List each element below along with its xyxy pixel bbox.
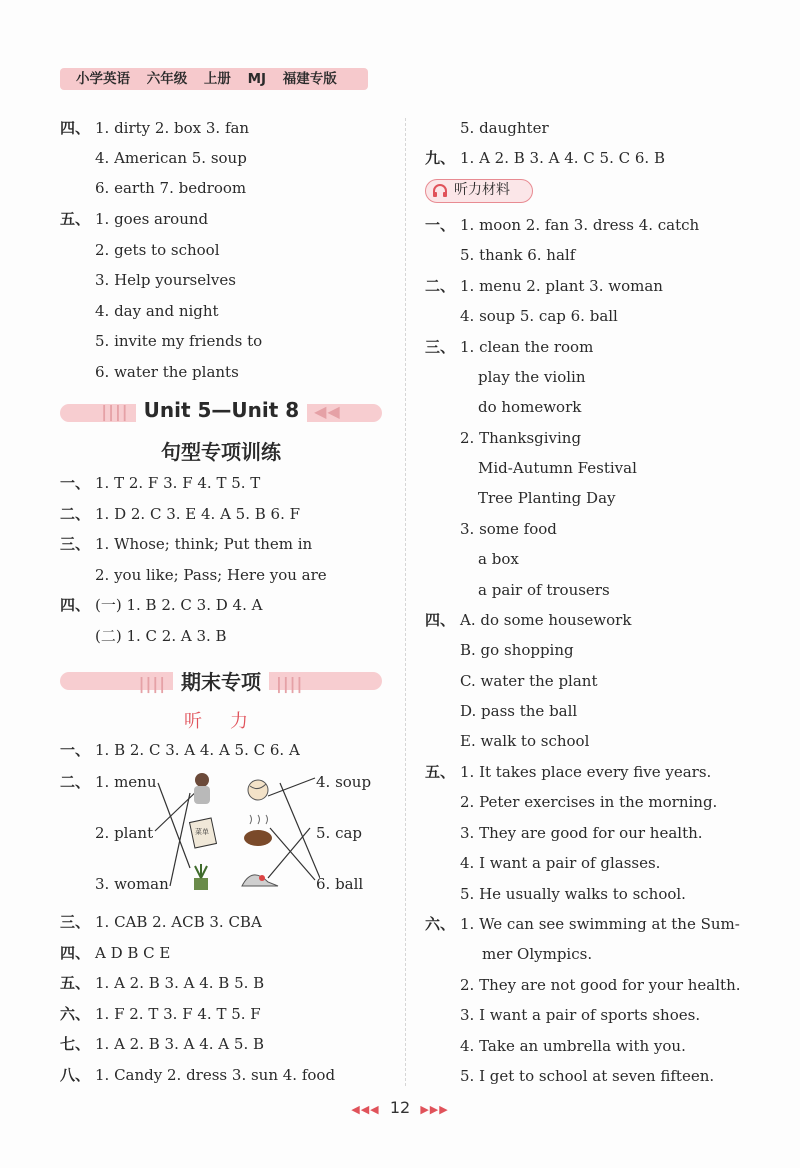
menu-picture: [190, 818, 217, 848]
rest-text-2: A D B C E: [95, 944, 171, 962]
left-s4-text-2: 4. American 5. soup: [95, 149, 247, 167]
rest-label-3: 五、: [60, 974, 91, 992]
match-line-cap: [268, 828, 310, 878]
match-line-ball: [270, 828, 315, 880]
rest-text-1: 1. CAB 2. ACB 3. CBA: [95, 913, 262, 931]
mat5-text-1: 1. It takes place every five years.: [460, 763, 712, 781]
match-line-menu: [158, 783, 190, 868]
mat3-text-1: 1. clean the room: [460, 338, 594, 356]
listening-material-tag: [425, 179, 533, 203]
mat6-text-3: 2. They are not good for your health.: [460, 976, 741, 994]
left-s5-text-6: 6. water the plants: [95, 363, 239, 381]
l2-right-2: 5. cap: [316, 824, 363, 842]
left-s5-text-2: 2. gets to school: [95, 241, 220, 259]
right-top-text-2: 1. A 2. B 3. A 4. C 5. C 6. B: [460, 149, 665, 167]
drill-text-2: 1. D 2. C 3. E 4. A 5. B 6. F: [95, 505, 301, 523]
mat5-label: 五、: [425, 763, 456, 781]
final-stripes-right: ||||: [275, 674, 304, 693]
mat6-text-6: 5. I get to school at seven fifteen.: [460, 1067, 715, 1085]
mat3-text-7: 3. some food: [460, 520, 557, 538]
left-s5-text-3: 3. Help yourselves: [95, 271, 236, 289]
unit-banner-subtitle: 句型专项训练: [161, 440, 281, 464]
mat3-text-2: play the violin: [478, 368, 586, 386]
mat6-text-2: mer Olympics.: [482, 945, 593, 963]
page-footer: [0, 1098, 800, 1117]
volleyball-picture: [248, 780, 268, 800]
left-s4-text-3: 6. earth 7. bedroom: [95, 179, 247, 197]
mat1-text-3: 1. menu 2. plant 3. woman: [460, 277, 663, 295]
l2-right-3: 6. ball: [316, 875, 364, 893]
listening-title: 听力: [184, 711, 276, 732]
banner-stripes-right: ◀◀: [314, 402, 341, 421]
column-divider: [405, 118, 406, 1086]
mat1-label-1: 一、: [425, 216, 456, 234]
rest-label-5: 七、: [60, 1035, 91, 1053]
mat6-text-4: 3. I want a pair of sports shoes.: [460, 1006, 701, 1024]
soup-picture: [244, 815, 272, 846]
header-subject: 小学英语: [76, 71, 130, 87]
rest-text-4: 1. F 2. T 3. F 4. T 5. F: [95, 1005, 261, 1023]
cap-picture: [242, 875, 278, 886]
matching-diagram: [150, 768, 320, 903]
mat1-text-2: 5. thank 6. half: [460, 246, 576, 264]
mat1-text-4: 4. soup 5. cap 6. ball: [460, 307, 618, 325]
mat5-text-5: 5. He usually walks to school.: [460, 885, 686, 903]
rest-label-6: 八、: [60, 1066, 91, 1084]
l2-left-1: 1. menu: [95, 773, 157, 791]
l2-left-3: 3. woman: [95, 875, 169, 893]
l2-label: 二、: [60, 773, 91, 791]
drill-row-5: 四、: [60, 596, 91, 614]
l2-left-2: 2. plant: [95, 824, 154, 842]
rest-label-2: 四、: [60, 944, 91, 962]
rest-text-6: 1. Candy 2. dress 3. sun 4. food: [95, 1066, 336, 1084]
drill-text-1: 1. T 2. F 3. F 4. T 5. T: [95, 474, 261, 492]
drill-text-3: 1. Whose; think; Put them in: [95, 535, 313, 553]
mat3-text-9: a pair of trousers: [478, 581, 610, 599]
l1-text: 1. B 2. C 3. A 4. A 5. C 6. A: [95, 741, 300, 759]
drill-text-6: (二) 1. C 2. A 3. B: [95, 627, 227, 645]
left-s5-text-5: 5. invite my friends to: [95, 332, 263, 350]
right-top-label-2: 九、: [425, 149, 456, 167]
material-tag-label: 听力材料: [454, 182, 510, 198]
final-banner-title: |||| 期末专项 ||||: [138, 670, 304, 694]
mat1-label-3: 二、: [425, 277, 456, 295]
match-line-soup: [268, 778, 315, 796]
final-stripes-left: ||||: [138, 674, 167, 693]
mat6-text-1: 1. We can see swimming at the Sum-: [460, 915, 740, 933]
mat6-label: 六、: [425, 915, 456, 933]
rest-text-5: 1. A 2. B 3. A 4. A 5. B: [95, 1035, 265, 1053]
header-region: 福建专版: [282, 71, 337, 87]
mat3-text-3: do homework: [478, 398, 582, 416]
header-edition: MJ: [247, 71, 267, 87]
mat4-text-5: E. walk to school: [460, 732, 590, 750]
header-volume: 上册: [203, 71, 231, 87]
unit-banner-title: |||| Unit 5—Unit 8 ◀◀: [101, 398, 341, 422]
mat3-text-4: 2. Thanksgiving: [460, 429, 582, 447]
mat1-text-1: 1. moon 2. fan 3. dress 4. catch: [460, 216, 700, 234]
header-badge: [60, 68, 368, 90]
mat5-text-4: 4. I want a pair of glasses.: [460, 854, 661, 872]
right-top-text-1: 5. daughter: [460, 119, 549, 137]
header-grade: 六年级: [146, 71, 188, 87]
drill-row-2: 二、: [60, 505, 91, 523]
left-s5-label: 五、: [60, 210, 91, 228]
headphones-icon: [432, 183, 448, 198]
rest-label-1: 三、: [60, 913, 91, 931]
page-number: 12: [389, 1098, 411, 1117]
drill-row-3: 三、: [60, 535, 91, 553]
left-s4-text-1: 1. dirty 2. box 3. fan: [95, 119, 250, 137]
mat5-text-3: 3. They are good for our health.: [460, 824, 703, 842]
mat4-text-3: C. water the plant: [460, 672, 598, 690]
mat3-label: 三、: [425, 338, 456, 356]
l1-label: 一、: [60, 741, 91, 759]
left-s4-row-1: 四、: [60, 119, 91, 137]
drill-text-4: 2. you like; Pass; Here you are: [95, 566, 327, 584]
woman-picture: [194, 773, 210, 804]
mat3-text-6: Tree Planting Day: [478, 489, 616, 507]
rest-text-3: 1. A 2. B 3. A 4. B 5. B: [95, 974, 265, 992]
svg-text:菜单: 菜单: [195, 828, 209, 836]
mat5-text-2: 2. Peter exercises in the morning.: [460, 793, 718, 811]
mat3-text-5: Mid-Autumn Festival: [478, 459, 637, 477]
mat3-text-8: a box: [478, 550, 519, 568]
mat4-label: 四、: [425, 611, 456, 629]
plant-picture: [194, 864, 208, 890]
mat4-text-4: D. pass the ball: [460, 702, 578, 720]
footer-arrows-right: ▶▶▶: [420, 1103, 449, 1116]
mat4-text-2: B. go shopping: [460, 641, 574, 659]
drill-row-1: 一、: [60, 474, 91, 492]
footer-arrows-left: ◀◀◀: [351, 1103, 380, 1116]
mat4-text-1: A. do some housework: [460, 611, 632, 629]
rest-label-4: 六、: [60, 1005, 91, 1023]
l2-right-1: 4. soup: [316, 773, 372, 791]
drill-text-5: (一) 1. B 2. C 3. D 4. A: [95, 596, 263, 614]
mat6-text-5: 4. Take an umbrella with you.: [460, 1037, 686, 1055]
left-s5-text-1: 1. goes around: [95, 210, 209, 228]
banner-stripes-left: ||||: [101, 402, 129, 421]
left-s5-text-4: 4. day and night: [95, 302, 219, 320]
